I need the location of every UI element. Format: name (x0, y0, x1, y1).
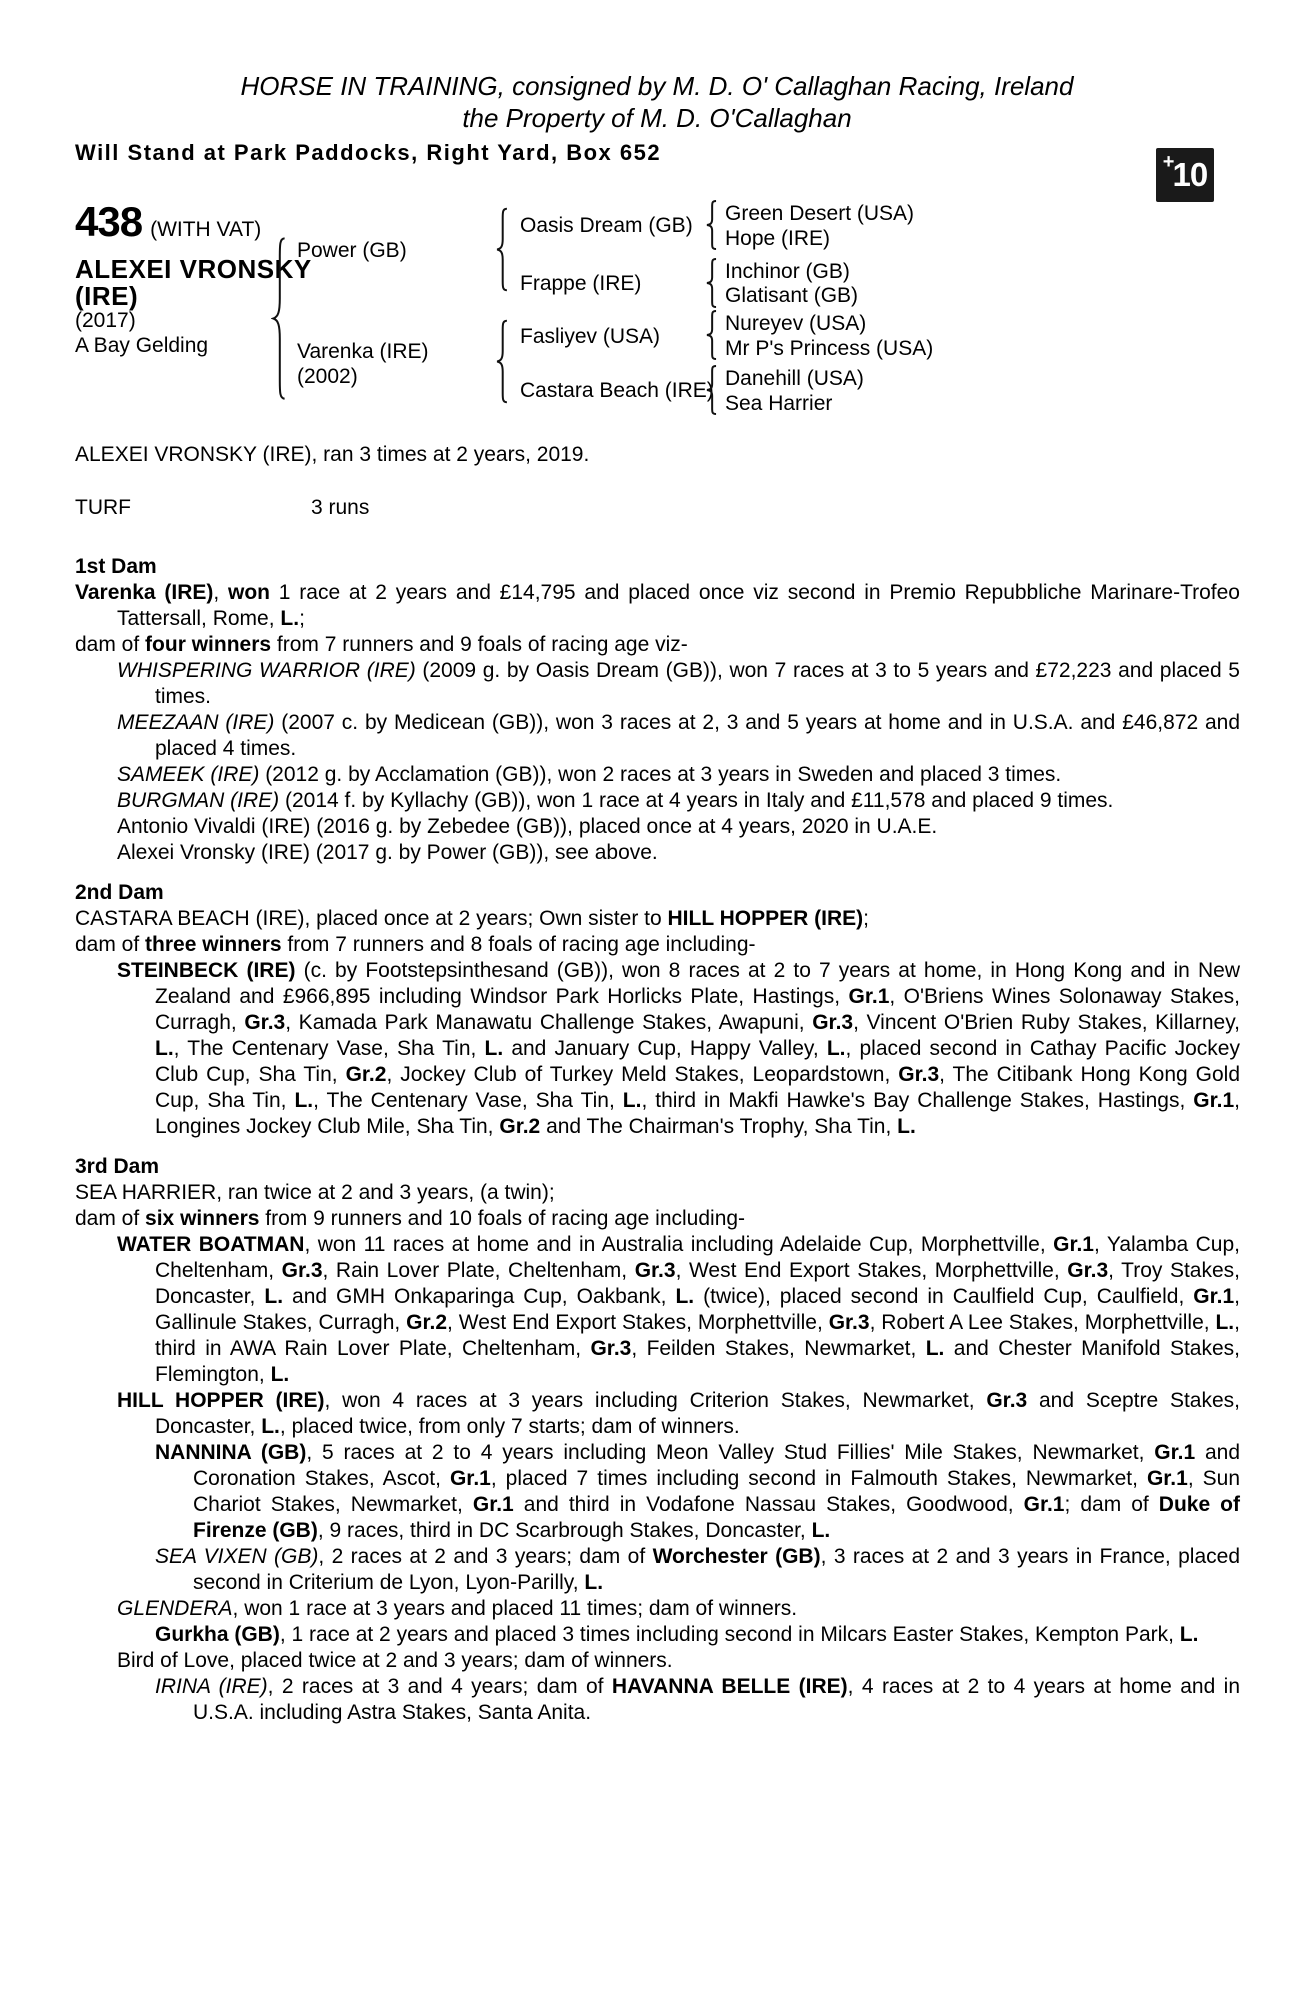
text-run: Gr.3 (812, 1011, 854, 1034)
lot-header (75, 198, 262, 245)
catalog-paragraph (75, 580, 1240, 632)
dam-sire-name: Fasliyev (USA) (520, 325, 661, 348)
text-run: from 9 runners and 10 foals of racing age including- (259, 1207, 746, 1230)
text-run: Gr.3 (828, 1311, 870, 1334)
text-run: Gr.3 (634, 1259, 676, 1282)
catalog-paragraph (75, 932, 1240, 958)
text-run: Gr.1 (472, 1493, 514, 1516)
catalog-paragraph (75, 958, 1240, 1140)
great-grandparent: Nureyev (USA) (725, 312, 867, 335)
text-run: Gr.3 (898, 1063, 940, 1086)
text-run: BURGMAN (IRE) (117, 789, 280, 812)
text-run: , Sun Chariot Stakes, Newmarket, (193, 1467, 1241, 1516)
text-run: (2009 g. by Oasis Dream (GB)), won 7 races at 3 to 5 years and £72,223 and placed 5 times. (155, 659, 1240, 708)
sire-sire-name: Oasis Dream (GB) (520, 214, 693, 237)
text-run: , 2 races at 2 and 3 years; dam of (318, 1545, 653, 1568)
great-grandparent: Inchinor (GB) (725, 260, 850, 283)
text-run: , won 11 races at home and in Australia including Adelaide Cup, Morphettville, (304, 1233, 1054, 1256)
text-run: , third in Makfi Hawke's Bay Challenge Stakes, Hastings, (641, 1089, 1194, 1112)
great-grandparent: Glatisant (GB) (725, 284, 859, 307)
catalog-paragraph (75, 1180, 1240, 1206)
catalog-paragraph (75, 840, 1240, 866)
text-run: ; (863, 907, 869, 930)
text-run: Duke of Firenze (GB) (193, 1493, 1240, 1542)
text-run: NANNINA (GB) (155, 1441, 307, 1464)
catalog-paragraph (75, 1596, 1240, 1622)
text-run: , Feilden Stakes, Newmarket, (631, 1337, 926, 1360)
pedigree-table (75, 198, 1240, 422)
text-run: Alexei Vronsky (IRE) (2017 g. by Power (GB)), see above. (117, 841, 658, 864)
text-run: SEA HARRIER, ran twice at 2 and 3 years, (a twin); (75, 1181, 555, 1204)
text-run: Bird of Love, placed twice at 2 and 3 years; dam of winners. (117, 1649, 673, 1672)
text-run: Gr.1 (449, 1467, 491, 1490)
text-run: L. (264, 1285, 284, 1308)
lot-vat: (WITH VAT) (150, 218, 262, 241)
text-run: IRINA (IRE) (155, 1675, 268, 1698)
page-content (75, 198, 1241, 1726)
text-run: 1 race at 2 years and £14,795 and placed once viz second in Premio Repubbliche Marinare-Trofeo Tattersall, Rome, (117, 581, 1240, 630)
text-run: L. (270, 1363, 290, 1386)
text-run: , placed 7 times including second in Falmouth Stakes, Newmarket, (490, 1467, 1147, 1490)
text-run: three winners (145, 933, 282, 956)
catalog-paragraph (75, 1622, 1240, 1648)
text-run: L. (811, 1519, 831, 1542)
text-run: Gr.3 (244, 1011, 286, 1034)
consignor-line: HORSE IN TRAINING, consigned by M. D. O' Callaghan Racing, Ireland (240, 71, 1074, 101)
brace-icon (495, 207, 509, 292)
horse-year: (2017) (75, 309, 136, 332)
text-run: HILL HOPPER (IRE) (117, 1389, 325, 1412)
text-run: L. (826, 1037, 846, 1060)
text-run: (2012 g. by Acclamation (GB)), won 2 races at 3 years in Sweden and placed 3 times. (259, 763, 1062, 786)
text-run: four winners (145, 633, 272, 656)
text-run: , 5 races at 2 to 4 years including Meon Valley Stud Fillies' Mile Stakes, Newmarket, (306, 1441, 1155, 1464)
section-heading: 3rd Dam (75, 1155, 160, 1178)
text-run: Gr.2 (499, 1115, 541, 1138)
text-run: Gr.1 (1023, 1493, 1065, 1516)
text-run: , Kamada Park Manawatu Challenge Stakes, Awapuni, (285, 1011, 813, 1034)
text-run: , 2 races at 3 and 4 years; dam of (267, 1675, 612, 1698)
catalog-paragraph (75, 1206, 1240, 1232)
text-run: SEA VIXEN (GB) (155, 1545, 319, 1568)
dam-year: (2002) (297, 365, 358, 388)
text-run: WHISPERING WARRIOR (IRE) (117, 659, 416, 682)
badge-number: 10 (1172, 156, 1208, 193)
catalog-paragraph (75, 1544, 1240, 1596)
text-run: L. (294, 1089, 314, 1112)
text-run: ; dam of (1064, 1493, 1159, 1516)
race-record-row (75, 495, 1240, 521)
text-run: Gurkha (GB) (155, 1623, 280, 1646)
dam-dam-name: Castara Beach (IRE) (520, 379, 714, 402)
catalog-paragraph (75, 1232, 1240, 1388)
text-run: L. (1215, 1311, 1235, 1334)
text-run: (c. by Footstepsinthesand (GB)), won 8 races at 2 to 7 years at home, in Hong Kong and in New Zealand and £966,895 including Windsor Park Horlicks Plate, Hastings, (155, 959, 1240, 1008)
text-run: , Longines Jockey Club Mile, Sha Tin, (155, 1089, 1240, 1138)
text-run: , Rain Lover Plate, Cheltenham, (322, 1259, 635, 1282)
text-run: GLENDERA (117, 1597, 233, 1620)
catalog-paragraph (75, 1674, 1240, 1726)
brace-icon (495, 319, 509, 404)
text-run: Gr.3 (590, 1337, 632, 1360)
text-run: L. (1179, 1623, 1199, 1646)
text-run: and Chester Manifold Stakes, Flemington, (155, 1337, 1240, 1386)
property-line: the Property of M. D. O'Callaghan (462, 103, 852, 133)
text-run: won (228, 581, 270, 604)
text-run: , 3 races at 2 and 3 years in France, placed second in Criterium de Lyon, Lyon-Parilly, (193, 1545, 1240, 1594)
great-grandparent: Mr P's Princess (USA) (725, 337, 934, 360)
lot-number: 438 (75, 198, 143, 245)
section-heading: 1st Dam (75, 555, 157, 578)
text-run: dam of (75, 933, 146, 956)
text-run: Gr.2 (345, 1063, 387, 1086)
text-run: L. (584, 1571, 604, 1594)
brace-icon (705, 365, 718, 415)
text-run: Gr.1 (848, 985, 890, 1008)
text-run: , 9 races, third in DC Scarbrough Stakes, Doncaster, (317, 1519, 812, 1542)
text-run: Gr.1 (1193, 1089, 1235, 1112)
catalog-paragraph (75, 788, 1240, 814)
text-run: (twice), placed second in Caulfield Cup, Caulfield, (694, 1285, 1194, 1308)
text-run: L. (155, 1037, 174, 1060)
brace-icon (271, 235, 287, 402)
text-run: L. (897, 1115, 916, 1138)
text-run: dam of (75, 633, 146, 656)
text-run: L. (261, 1415, 280, 1438)
text-run: from 7 runners and 9 foals of racing age viz- (271, 633, 688, 656)
text-run: Gr.1 (1146, 1467, 1188, 1490)
text-run: Antonio Vivaldi (IRE) (2016 g. by Zebedee (GB)), placed once at 4 years, 2020 in U.A.E. (117, 815, 938, 838)
dam-name: Varenka (IRE) (297, 340, 429, 363)
great-grandparent: Danehill (USA) (725, 367, 864, 390)
great-grandparent: Hope (IRE) (725, 227, 831, 250)
text-run: , Robert A Lee Stakes, Morphettville, (869, 1311, 1216, 1334)
horse-name-line2: (IRE) (75, 281, 139, 311)
text-run: ; (299, 607, 305, 630)
text-run: , Yalamba Cup, Cheltenham, (155, 1233, 1240, 1282)
runs-count: 3 runs (311, 496, 370, 519)
text-run: , The Citibank Hong Kong Gold Cup, Sha Tin, (155, 1063, 1240, 1112)
catalog-paragraph (75, 658, 1240, 710)
text-run: Gr.3 (1067, 1259, 1109, 1282)
text-run: Varenka (IRE) (75, 581, 214, 604)
text-run: , West End Export Stakes, Morphettville, (675, 1259, 1068, 1282)
text-run: and Coronation Stakes, Ascot, (193, 1441, 1240, 1490)
text-run: (2014 f. by Kyllachy (GB)), won 1 race at 4 years in Italy and £11,578 and placed 9 times. (279, 789, 1114, 812)
section-heading: 2nd Dam (75, 881, 164, 904)
plus10-badge (1156, 148, 1214, 202)
text-run: , Troy Stakes, Doncaster, (155, 1259, 1240, 1308)
catalog-paragraph (75, 710, 1240, 762)
text-run: , 1 race at 2 years and placed 3 times including second in Milcars Easter Stakes, Kempton Park, (279, 1623, 1180, 1646)
text-run: , The Centenary Vase, Sha Tin, (173, 1037, 485, 1060)
text-run: , The Centenary Vase, Sha Tin, (313, 1089, 623, 1112)
text-run: and third in Vodafone Nassau Stakes, Goodwood, (513, 1493, 1024, 1516)
text-run: , placed second in Cathay Pacific Jockey Club Cup, Sha Tin, (155, 1037, 1240, 1086)
text-run: STEINBECK (IRE) (117, 959, 296, 982)
catalog-paragraph (75, 762, 1240, 788)
plus-icon: + (1162, 151, 1175, 173)
text-run: Gr.1 (1193, 1285, 1235, 1308)
text-run: L. (675, 1285, 695, 1308)
dam-section (75, 880, 1240, 1140)
stand-location: Will Stand at Park Paddocks, Right Yard, Box 652 (75, 140, 662, 165)
text-run: CASTARA BEACH (IRE), placed once at 2 years; Own sister to (75, 907, 668, 930)
horse-description: A Bay Gelding (75, 334, 209, 357)
text-run: L. (925, 1337, 945, 1360)
great-grandparent: Green Desert (USA) (725, 202, 915, 225)
text-run: Worchester (GB) (652, 1545, 821, 1568)
catalog-paragraph (75, 906, 1240, 932)
text-run: Gr.2 (406, 1311, 448, 1334)
race-record-summary: ALEXEI VRONSKY (IRE), ran 3 times at 2 years, 2019. (75, 443, 590, 466)
text-run: Gr.3 (986, 1389, 1028, 1412)
surface-label: TURF (75, 496, 131, 519)
text-run: , O'Briens Wines Solonaway Stakes, Curragh, (155, 985, 1241, 1034)
text-run: , Jockey Club of Turkey Meld Stakes, Leopardstown, (386, 1063, 899, 1086)
text-run: dam of (75, 1207, 146, 1230)
catalog-paragraph (75, 1648, 1240, 1674)
text-run: , Vincent O'Brien Ruby Stakes, Killarney, (853, 1011, 1240, 1034)
brace-icon (705, 200, 718, 250)
dam-section (75, 554, 1240, 866)
text-run: MEEZAAN (IRE) (117, 711, 275, 734)
text-run: from 7 runners and 8 foals of racing age including- (281, 933, 756, 956)
sire-name: Power (GB) (297, 239, 407, 262)
text-run: Gr.1 (1154, 1441, 1196, 1464)
text-run: HAVANNA BELLE (IRE) (611, 1675, 848, 1698)
text-run: WATER BOATMAN (117, 1233, 305, 1256)
dam-section (75, 1154, 1240, 1726)
text-run: six winners (145, 1207, 260, 1230)
text-run: and GMH Onkaparinga Cup, Oakbank, (283, 1285, 676, 1308)
great-grandparent: Sea Harrier (725, 392, 833, 415)
text-run: , (213, 581, 228, 604)
text-run: , West End Export Stakes, Morphettville, (447, 1311, 829, 1334)
text-run: L. (484, 1037, 504, 1060)
text-run: (2007 c. by Medicean (GB)), won 3 races at 2, 3 and 5 years at home and in U.S.A. and £46,872 and placed 4 times. (155, 711, 1241, 760)
text-run: , placed twice, from only 7 starts; dam of winners. (279, 1415, 740, 1438)
text-run: , Gallinule Stakes, Curragh, (155, 1285, 1240, 1334)
catalog-paragraph (75, 632, 1240, 658)
catalog-paragraph (75, 1388, 1240, 1440)
text-run: , 4 races at 2 to 4 years at home and in U.S.A. including Astra Stakes, Santa Anita. (193, 1675, 1241, 1724)
brace-icon (705, 310, 718, 360)
text-run: Gr.3 (281, 1259, 323, 1282)
text-run: , won 4 races at 3 years including Criterion Stakes, Newmarket, (324, 1389, 987, 1412)
text-run: and The Chairman's Trophy, Sha Tin, (540, 1115, 898, 1138)
catalog-sections (75, 554, 1240, 1726)
text-run: HILL HOPPER (IRE) (667, 907, 864, 930)
catalog-paragraph (75, 1440, 1240, 1544)
text-run: Gr.1 (1053, 1233, 1094, 1256)
text-run: L. (622, 1089, 642, 1112)
text-run: , third in AWA Rain Lover Plate, Cheltenham, (155, 1311, 1240, 1360)
sire-dam-name: Frappe (IRE) (520, 272, 642, 295)
catalog-paragraph (75, 814, 1240, 840)
text-run: , won 1 race at 3 years and placed 11 times; dam of winners. (232, 1597, 798, 1620)
brace-icon (705, 258, 718, 308)
text-run: and Sceptre Stakes, Doncaster, (155, 1389, 1241, 1438)
text-run: L. (280, 607, 300, 630)
text-run: SAMEEK (IRE) (117, 763, 260, 786)
text-run: and January Cup, Happy Valley, (503, 1037, 827, 1060)
horse-name-line1: ALEXEI VRONSKY (75, 254, 312, 284)
